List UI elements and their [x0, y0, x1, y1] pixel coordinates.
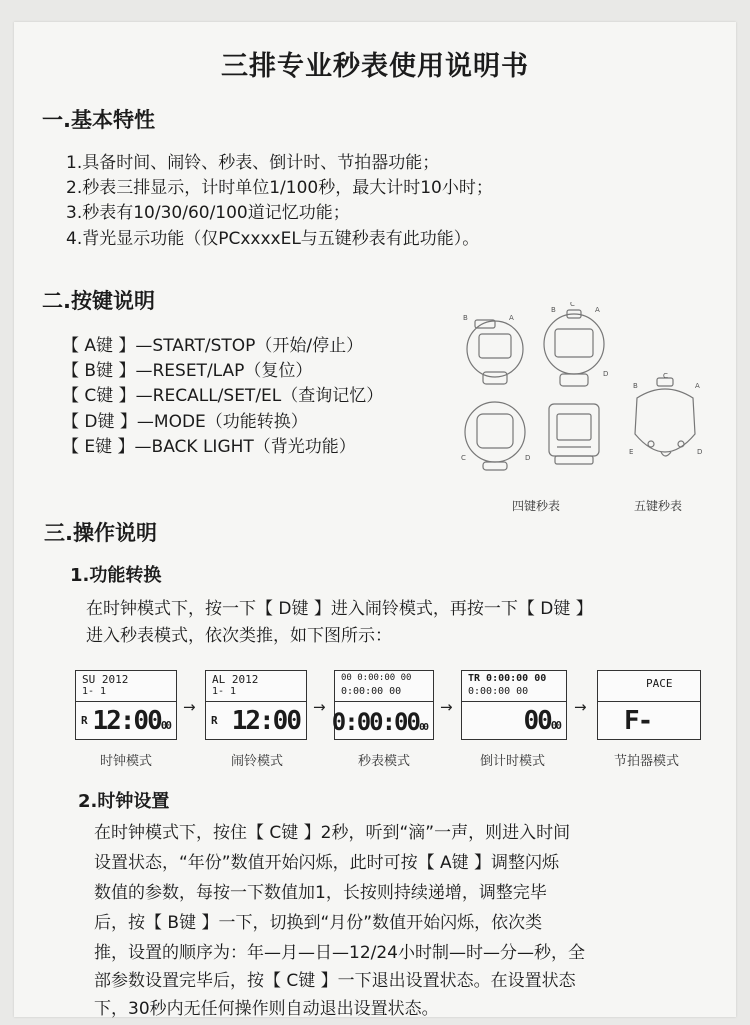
section-1-heading: 一.基本特性 — [42, 108, 155, 132]
five-key-watch-icon — [635, 378, 695, 456]
svg-text:C: C — [663, 372, 668, 380]
svg-text:E: E — [629, 448, 634, 456]
svg-text:A: A — [695, 382, 700, 390]
arrow-icon: → — [183, 698, 196, 716]
lcd-stopwatch-mode: 00 0:00:00 00 0:00:00 00 0:00:0000 — [334, 670, 434, 740]
key-description: 【 E键 】—BACK LIGHT（背光功能） — [62, 437, 356, 457]
lcd-countdown-mode: TR 0:00:00 00 0:00:00 00 0000 — [461, 670, 567, 740]
svg-text:A: A — [509, 314, 514, 322]
key-description: 【 B键 】—RESET/LAP（复位） — [62, 361, 313, 381]
feature-item: 1.具备时间、闹铃、秒表、倒计时、节拍器功能； — [66, 153, 440, 173]
key-description: 【 A键 】—START/STOP（开始/停止） — [62, 336, 364, 356]
paragraph-line: 推，设置的顺序为：年—月—日—12/24小时制—时—分—秒，全 — [94, 943, 585, 963]
paragraph-line: 后，按【 B键 】一下，切换到“月份”数值开始闪烁，依次类 — [94, 913, 543, 933]
svg-text:D: D — [603, 370, 609, 378]
paragraph-line: 在时钟模式下，按住【 C键 】2秒，听到“滴”一声，则进入时间 — [94, 823, 571, 843]
paragraph-line: 部参数设置完毕后，按【 C键 】一下退出设置状态。在设置状态 — [94, 971, 576, 991]
caption-four-key: 四键秒表 — [512, 499, 561, 513]
paragraph-line: 进入秒表模式，依次类推，如下图所示： — [86, 626, 392, 646]
svg-text:B: B — [633, 382, 638, 390]
feature-item: 2.秒表三排显示，计时单位1/100秒，最大计时10小时； — [66, 178, 493, 198]
paragraph-line: 下，30秒内无任何操作则自动退出设置状态。 — [94, 999, 439, 1019]
svg-text:B: B — [551, 306, 556, 314]
svg-text:D: D — [697, 448, 703, 456]
four-key-watch-icon — [544, 310, 604, 386]
svg-text:C: C — [461, 454, 466, 462]
paragraph-line: 设置状态，“年份”数值开始闪烁，此时可按【 A键 】调整闪烁 — [94, 853, 560, 873]
four-key-watch-icon — [465, 402, 525, 470]
feature-item: 4.背光显示功能（仅PCxxxxEL与五键秒表有此功能）。 — [66, 229, 480, 249]
svg-text:A: A — [595, 306, 600, 314]
section-3-heading: 三.操作说明 — [44, 521, 157, 545]
arrow-icon: → — [440, 698, 453, 716]
svg-text:B: B — [463, 314, 468, 322]
feature-item: 3.秒表有10/30/60/100道记忆功能； — [66, 203, 350, 223]
caption-countdown-mode: 倒计时模式 — [480, 754, 546, 769]
four-key-watch-icon — [467, 320, 523, 384]
subsection-2-heading: 2.时钟设置 — [78, 791, 170, 812]
caption-five-key: 五键秒表 — [634, 499, 683, 513]
svg-text:C: C — [570, 302, 575, 308]
key-description: 【 D键 】—MODE（功能转换） — [62, 412, 308, 432]
section-2-heading: 二.按键说明 — [42, 289, 155, 313]
lcd-alarm-mode: AL 2012 1- 1 R 12:00 — [205, 670, 307, 740]
lcd-metronome-mode: PACE F- — [597, 670, 701, 740]
paragraph-line: 在时钟模式下，按一下【 D键 】进入闹铃模式，再按一下【 D键 】 — [86, 599, 593, 619]
paragraph-line: 数值的参数，每按一下数值加1，长按则持续递增，调整完毕 — [94, 883, 547, 903]
caption-stopwatch-mode: 秒表模式 — [358, 754, 411, 769]
arrow-icon: → — [574, 698, 587, 716]
caption-metronome-mode: 节拍器模式 — [614, 754, 680, 769]
lcd-clock-mode: SU 2012 1- 1 R 12:0000 — [75, 670, 177, 740]
caption-clock-mode: 时钟模式 — [100, 754, 153, 769]
page-title: 三排专业秒表使用说明书 — [221, 51, 529, 82]
four-key-watch-icon — [549, 404, 599, 464]
caption-alarm-mode: 闹铃模式 — [231, 754, 284, 769]
subsection-1-heading: 1.功能转换 — [70, 565, 162, 586]
arrow-icon: → — [313, 698, 326, 716]
svg-text:D: D — [525, 454, 531, 462]
key-description: 【 C键 】—RECALL/SET/EL（查询记忆） — [62, 386, 384, 406]
stopwatch-illustrations — [455, 302, 715, 482]
